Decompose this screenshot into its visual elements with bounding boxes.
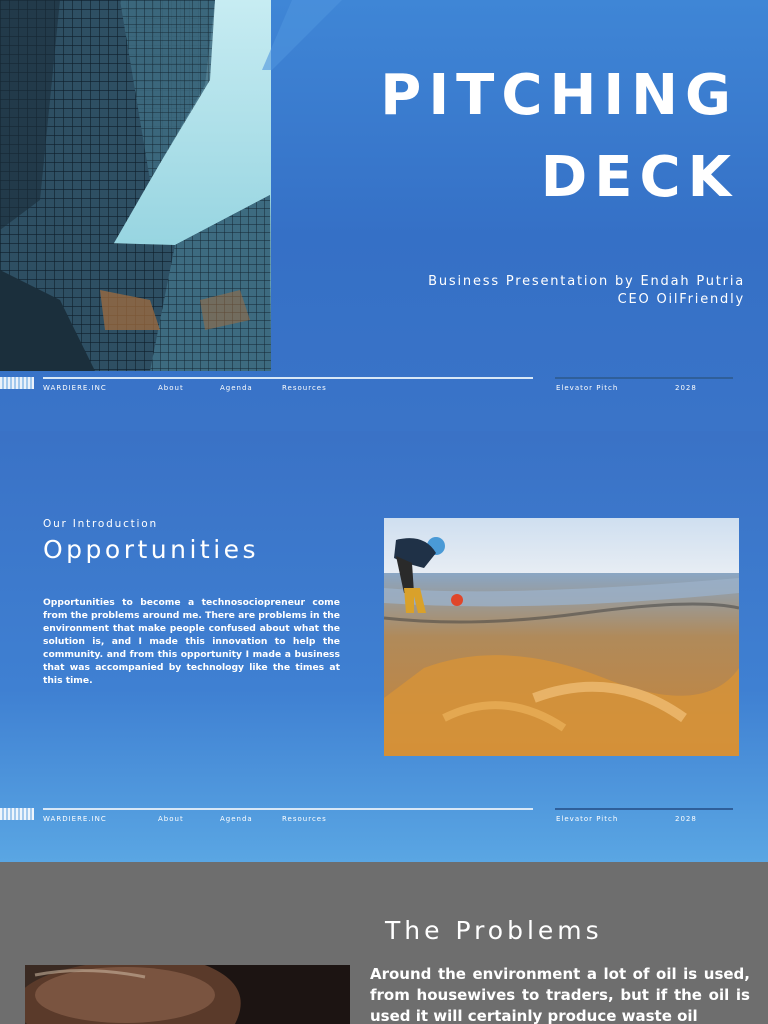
footer-nav-about[interactable]: About (158, 384, 184, 392)
deck-title (318, 55, 738, 219)
footer-nav-agenda-2[interactable]: Agenda (220, 815, 253, 823)
footer-year-2: 2028 (675, 815, 697, 823)
slide-footer-2 (0, 807, 768, 827)
subtitle-line-2: CEO OilFriendly (617, 292, 745, 307)
footer-brand: WARDIERE.INC (43, 384, 107, 392)
slide-opportunities (0, 431, 768, 862)
footer-nav-resources-2[interactable]: Resources (282, 815, 327, 823)
footer-year: 2028 (675, 384, 697, 392)
subtitle-line-1: Business Presentation by Endah Putria (428, 274, 745, 289)
section-title: Opportunities (43, 535, 260, 564)
problems-body: Around the environment a lot of oil is used, from housewives to traders, but if the oil is used it will certainly produce waste oil (370, 965, 750, 1024)
oil-spill-image (384, 518, 739, 756)
section-label: Our Introduction (43, 518, 158, 530)
footer-nav-about-2[interactable]: About (158, 815, 184, 823)
section-body: Opportunities to become a technosociopreneur come from the problems around me. There are problems in the environment that make people confused about what the solution is, and I made this innovation to help the community. and from this opportunity I made a business that was accompanied by technology like the times at this time. (43, 597, 340, 686)
slide-title (0, 0, 768, 431)
footer-right-label: Elevator Pitch (556, 384, 619, 392)
deck-subtitle (325, 273, 745, 309)
footer-nav-agenda[interactable]: Agenda (220, 384, 253, 392)
footer-brand-2: WARDIERE.INC (43, 815, 107, 823)
skyscraper-image (0, 0, 271, 371)
footer-nav-resources[interactable]: Resources (282, 384, 327, 392)
used-oil-image (25, 965, 350, 1024)
slide-problems (0, 862, 768, 1024)
footer-right-label-2: Elevator Pitch (556, 815, 619, 823)
problems-title: The Problems (385, 916, 603, 945)
footer-rule (0, 376, 768, 396)
footer-rule-2 (0, 807, 768, 827)
slide-footer (0, 376, 768, 396)
title-line-2: DECK (540, 145, 738, 210)
title-line-1: PITCHING (380, 63, 738, 128)
